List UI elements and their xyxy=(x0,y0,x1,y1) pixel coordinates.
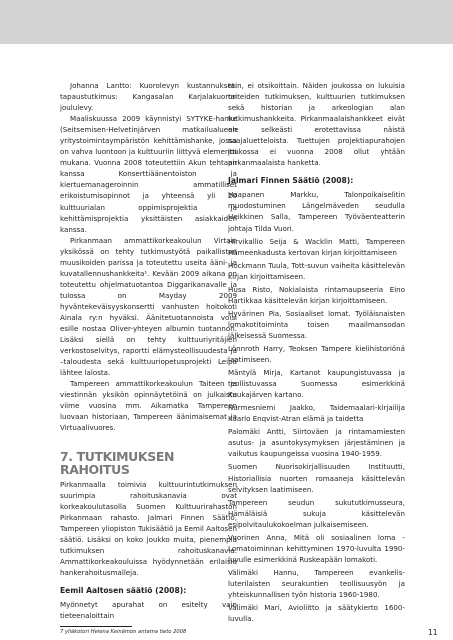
paragraph-sytyke: Maaliskuussa 2009 käynnistyi SYTYKE-hanke (Seitsemisen-Helvetinjärven matkailualueen yritystoimintaympäristön kehittämishanke, jossa on vahva luontoon ja kulttuuriin liittyvä elementti mukana. Vuonna 2008 toteutettiin Akun tehtaan kanssa Konserttiäänentoiston ja kiertuemanageroinnin ammatilliset erikoistumisopinnot ja yhteensä yli 20 kulttuurialan oppimisprojektia ja kehittämisprojektia yksittäisten asiakkaiden kanssa. xyxy=(60,114,237,234)
subheading-jalmari-finne: Jalmari Finnen Säätiö (2008): xyxy=(228,176,354,186)
grant-item: Nurmesniemi Jaakko, Taidemaalari-kirjailija Kaarlo Enqvist-Atran elämä ja taidetta xyxy=(228,403,405,424)
grant-item: Hirvikallio Seija & Wacklin Matti, Tampereen Hämeenkadusta kertovan kirjan kirjoittamiseen xyxy=(228,236,405,257)
grant-item: Välimäki Hannu, Tampereen evankelis-luterilaisten seurakuntien teollisuusyön ja yhteiskunnallisen työn historia 1960-1980. xyxy=(228,567,405,599)
grant-item: Haapanen Markku, Talonpoikaiselitin muodostuminen Längelmäveden seudulla Heikkinen Salla, Tampereen Työväenteatterin johtaja Tilda Vuori. xyxy=(228,190,405,233)
grant-item: Hyvärinen Pia, Sosiaaliset lomat. Työläisnaisten lomakotitoiminta toisen maailmansodan jälkeisessä Suomessa. xyxy=(228,308,405,340)
grant-item: Hockmann Tuula, Tott-suvun vaiheita käsittelevän kirjan kirjoittamiseen. xyxy=(228,260,405,281)
grant-item: Vuorinen Anna, Mitä oli sosiaalinen loma - Lomatoiminnan kehittyminen 1970-luvulta 1990-luvulle esimerkkinä Ruskeapään lomakoti. xyxy=(228,532,405,564)
subheading-eemil-aaltonen: Eemil Aaltosen säätiö (2008): xyxy=(60,585,187,595)
paragraph-lantto: Johanna Lantto: Kuorolevyn kustannukset: tapaustutkimus: Kangasalan Karjalakuoron joululevy. xyxy=(60,81,237,113)
section-heading: 7. TUTKIMUKSEN RAHOITUS xyxy=(60,448,175,477)
paragraph-virrat: Pirkanmaan ammattikorkeakoulun Virtain yksikössä on tehty tutkimustyötä paikallisten muusikoiden parissa ja toteutettu useita ääni- ja kuvatallennushankkeita¹. Kevään 2009 aikana on toteutettu ohjelmatuotantoa Diggarikanavalle ja tulossa on Mayday 2009 hyväntekeväisyyskonsertti vanhusten hoitokoti Ainala ry:n hyväksi. Äänitetuotannoista voisi esille nostaa Oliver-yhteyen albumin tuotannon. Lisäksi siellä on tehty kulttuuriyritäjien verkostoselvitys, raportti elämysteollisuudesta ja –taloudesta sekä kulttuuriopetusprojekti Leipä lähtee lalosta. xyxy=(60,235,237,378)
grant-item: Palomäki Antti, Siirtoväen ja rintamamiesten asutus- ja asuntokysymyksen järjestäminen ja vaikutus kaupungeissa vuosina 1940-1959. xyxy=(228,427,405,459)
paragraph-funding: Pirkanmaalla toimivia kulttuurintutkimuksen suurimpia rahoituskanavia ovat korkeakoulutasolla Suomen Kulttuurirahaston Pirkanmaan rahasto. Jalmari Finnen Säätiö, Tampereen yliopiston Tukisäätiö ja Eemil Aaltosen säätiö. Lisäksi on koko joukko muita, pienempiä tutkimuksen rahoituskanavia. Ammattikorkeakouluissa hyödynnetään erilaisia hankerahoitusmalleja. xyxy=(60,479,237,577)
page-number: 11 xyxy=(428,628,438,637)
right-column xyxy=(228,80,405,626)
paragraph-continuation: tain, ei otsikoittain. Näiden joukossa on lukuisia taiteiden tutkimuksen, kulttuurien tutkimuksen sekä historian ja arkeologian alan tutkimushankkeita. Pirkanmaalaishankkeet eivät ole selkeästi erotettavissa näistä saajaluetteloista. Tuettujen projektiapurahojen joukossa ei vuonna 2008 ollut yhtään pirkanmaalaista hanketta. xyxy=(228,81,405,168)
header-band xyxy=(0,0,453,44)
paragraph-tamk: Tampereen ammattikorkeakoulun Taiteen ja viestinnän yksikön opinnäytetöinä on julkaistu viime vuosina mm. Aikamatka Tampereen luovaan historiaan, Tampereen äänimaisemat ja Virtuaalivuores. xyxy=(60,379,237,433)
grant-item: Suomen Nuorisokirjallisuuden Instituutti, Historiallisia nuorten romaaneja käsittelevän selvityksen laatimiseen. xyxy=(228,462,405,494)
grant-item: Välimäki Mari, Avioliitto ja säätykierto 1600-luvulla. xyxy=(228,603,405,624)
grant-item: Tampereen seudun sukututkimusseura, Hämäläisiä sukuja käsittelevän esipolvitaulukokoelman julkaisemiseen. xyxy=(228,497,405,529)
left-column xyxy=(60,80,237,636)
grant-item: Lönnroth Harry, Teoksen Tampere kielihistoriönä laatimiseen. xyxy=(228,343,405,365)
grant-item: Mäntylä Mirja, Kartanot kaupungistuvassa ja teollistuvassa Suomessa esimerkkinä Kaukajärven kartano. xyxy=(228,368,405,400)
footnote: 7 ylläkotori Helena Keinämon antama tieto 2008 xyxy=(60,629,187,636)
grant-item: Husa Risto, Nokialaista rintamaupseeria Eino Hartikkaa käsittelevän kirjan kirjoittamiseen. xyxy=(228,284,405,305)
paragraph-eemil-aaltonen: Myönnetyt apurahat on esitelty vain tieteenaloittain xyxy=(60,599,237,620)
footnote-divider xyxy=(60,626,132,627)
